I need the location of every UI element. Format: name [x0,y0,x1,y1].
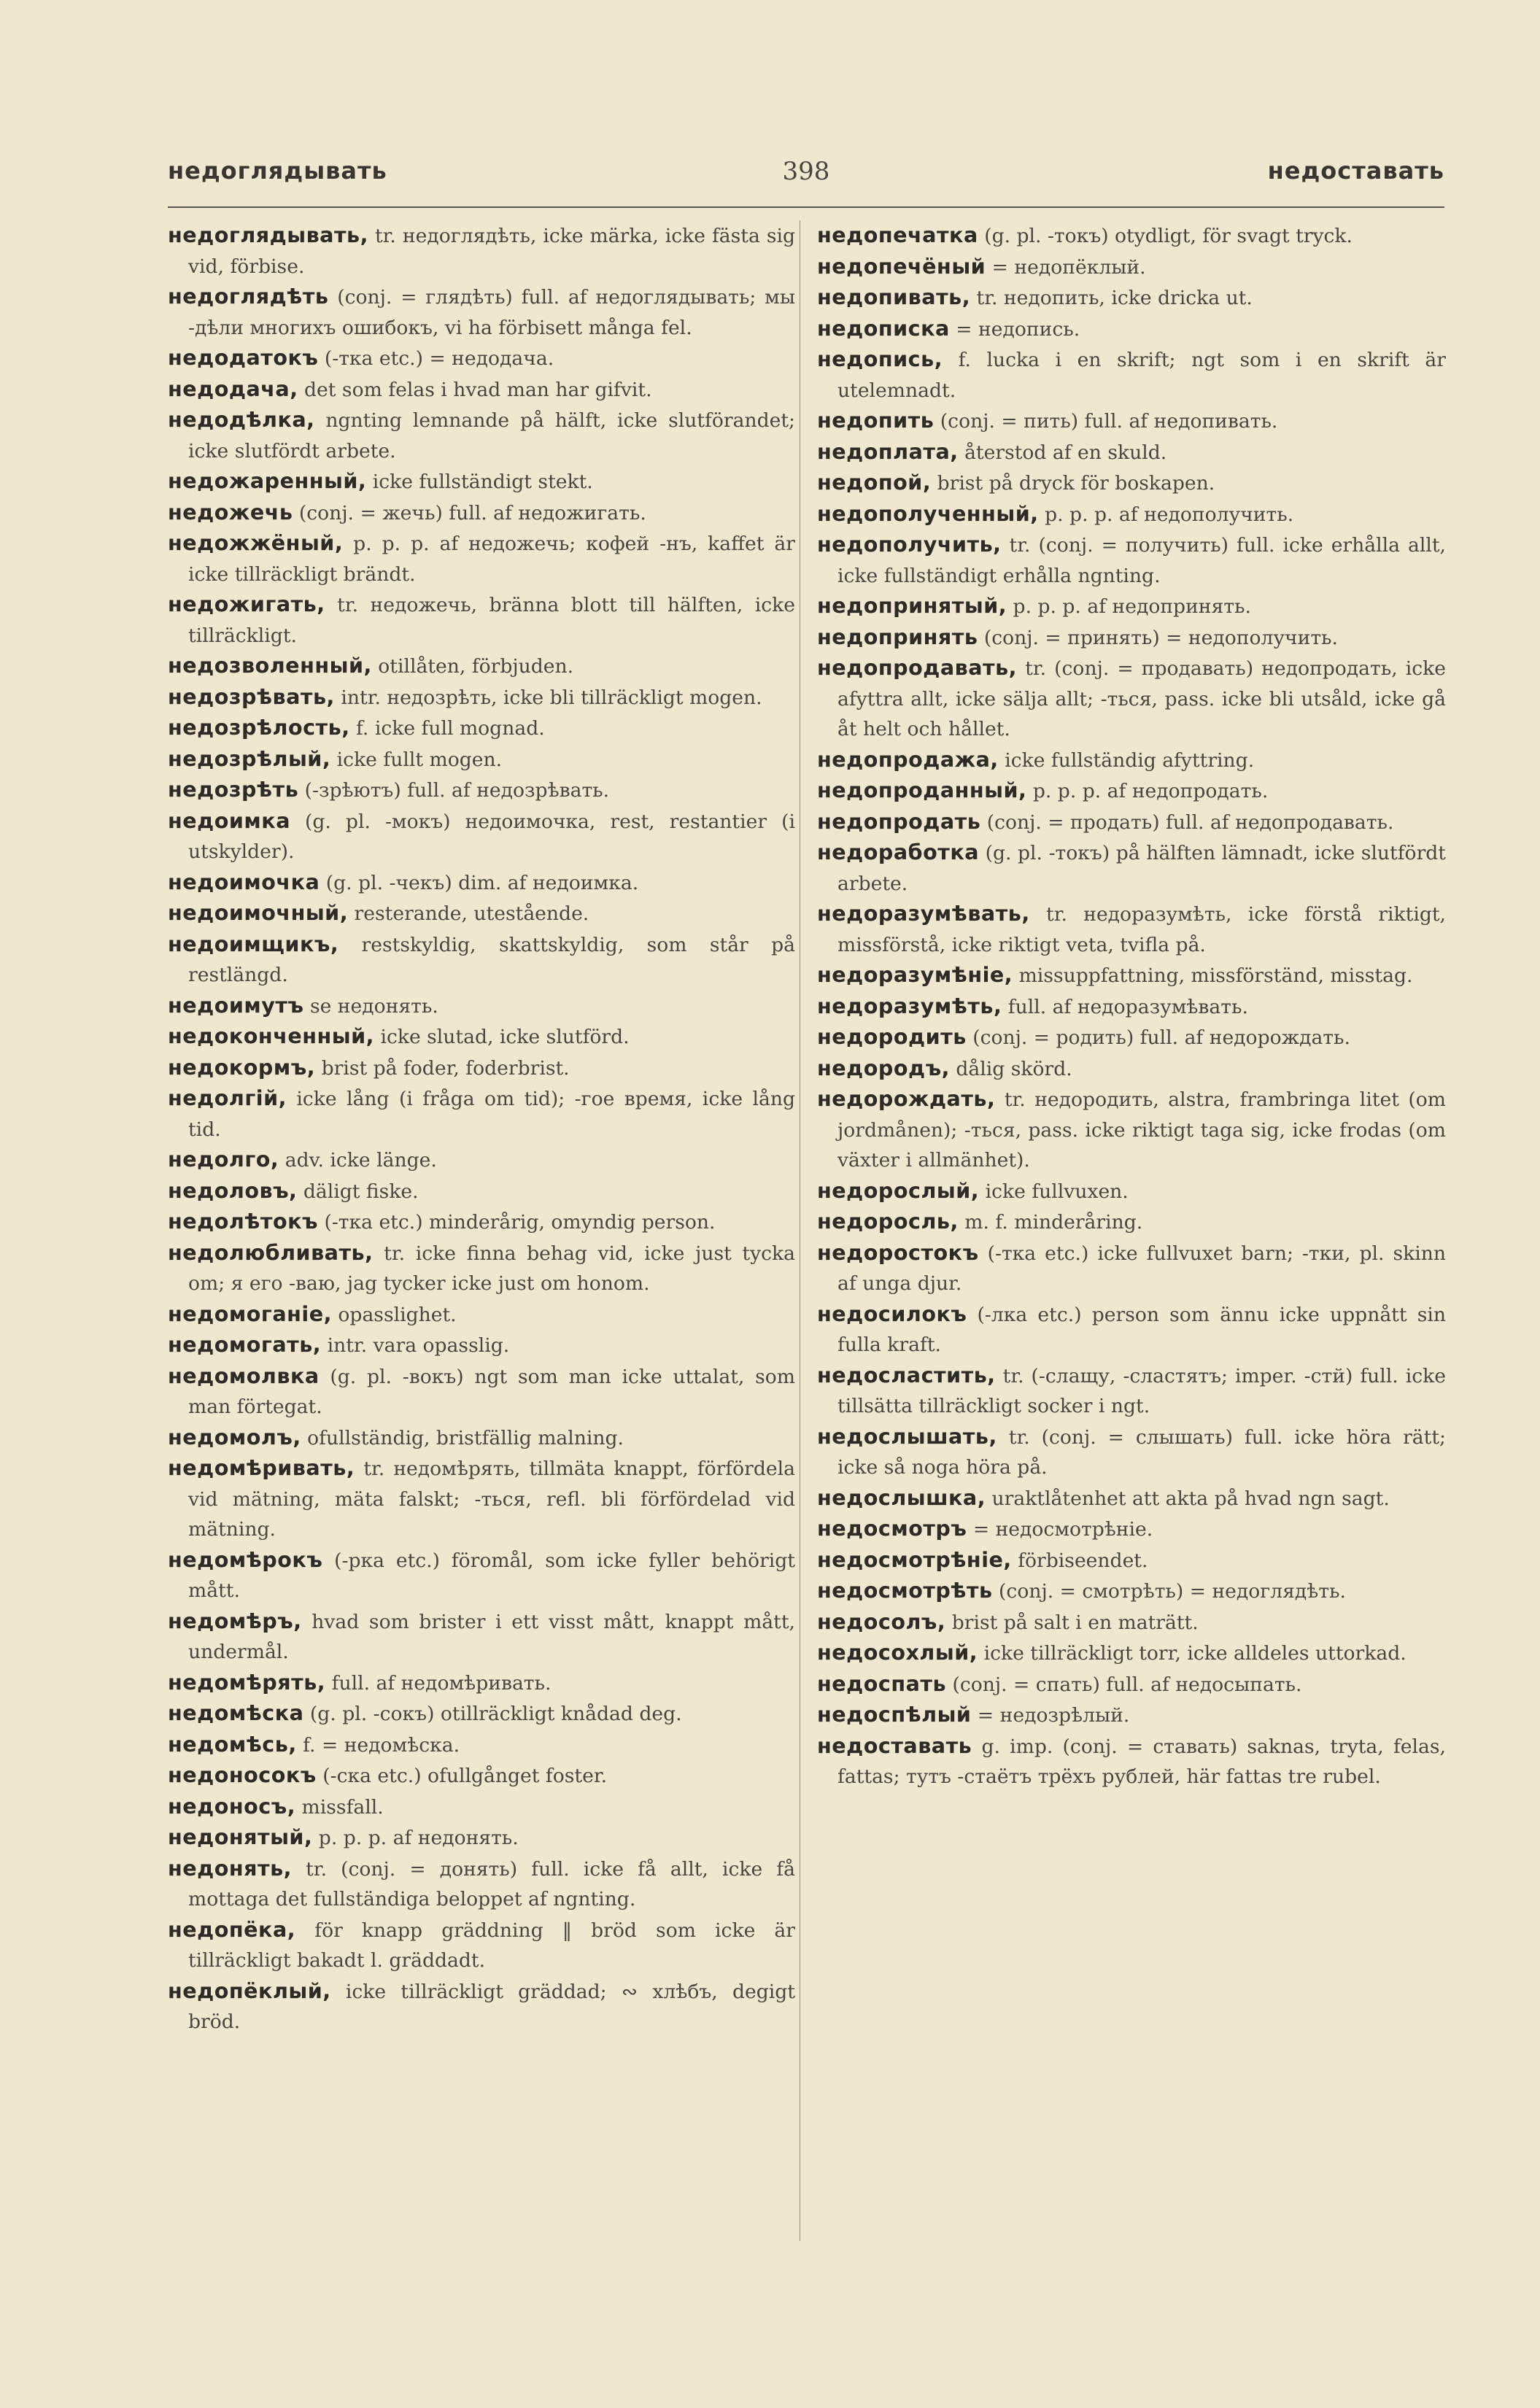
entry-definition: det som felas i hvad man har gifvit. [298,378,652,401]
entry-headword: недосмотрѣть [817,1578,993,1603]
entry-headword: недопродавать, [817,655,1018,680]
entry-headword: недозрѣлый, [168,746,331,771]
entry-definition: intr. vara opasslig. [321,1334,510,1357]
entry-headword: недопой, [817,470,932,495]
dictionary-entry [168,1698,795,1730]
entry-headword: недоносъ, [168,1793,296,1819]
entry-definition: (-рка etc.) föromål, som icke fyller behörigt mått. [188,1549,795,1602]
dictionary-entry [168,282,795,343]
entry-definition: p. p. p. af недопродать. [1026,780,1269,802]
entry-definition: p. p. p. af недопринять. [1007,595,1251,618]
dictionary-entry [817,437,1446,468]
dictionary-entry [168,744,795,775]
entry-headword: недоимочка [168,869,320,894]
entry-headword: недомоганіе, [168,1301,332,1326]
dictionary-entry [168,1606,795,1668]
dictionary-entry [817,1022,1446,1053]
dictionary-entry [817,1084,1446,1176]
entry-headword: недоростокъ [817,1239,979,1265]
entry-definition: (-зрѣютъ) full. af недозрѣвать. [298,779,610,802]
entry-headword: недоразумѣніе, [817,962,1013,987]
running-head-left: недоглядывать [168,157,387,185]
dictionary-entry [817,314,1446,345]
entry-headword: недопись, [817,347,943,371]
entry-definition: tr. (-слащу, -сластятъ; imper. -стй) full. icke tillsätta tillräckligt socker i ngt. [837,1364,1446,1417]
dictionary-entry [168,1453,795,1545]
dictionary-entry [168,898,795,929]
dictionary-entry [168,806,795,867]
left-column [168,220,795,2037]
entry-definition: = недопись. [949,317,1080,341]
dictionary-entry [817,1545,1446,1576]
entry-headword: недомѣрокъ [168,1546,323,1572]
entry-headword: недожжёный, [168,530,344,555]
entry-headword: недолго, [168,1147,279,1172]
entry-definition: full. af недоразумѣвать. [1002,995,1248,1018]
entry-headword: недопивать, [817,284,971,309]
entry-definition: däligt fiske. [297,1180,419,1203]
entry-definition: se недонять. [303,994,438,1018]
entry-headword: недозрѣлость, [168,715,350,740]
entry-definition: f. lucka i en skrift; ngt som i en skrift är utelemnadt. [837,349,1446,402]
entry-headword: недослышать, [817,1423,997,1449]
entry-headword: недоспать [817,1670,947,1696]
entry-definition: tr. (conj. = получить) full. icke erhålla allt, icke fullständigt erhålla ngnting. [837,534,1446,587]
entry-definition: (conj. = пить) full. af недопивать. [934,410,1278,433]
entry-definition: icke lång (i fråga om tid); -гое время, icke lång tid. [188,1088,795,1141]
dictionary-entry [168,1361,795,1422]
page-number: 398 [782,157,830,186]
dictionary-entry [817,1638,1446,1669]
entry-definition: tr. недомѣрять, tillmäta knappt, förfördela vid mätning, mäta falskt; -ться, refl. bli förfördelad vid mätning. [188,1457,795,1541]
dictionary-entry [168,374,795,406]
entry-headword: недосластить, [817,1362,996,1387]
dictionary-entry [817,807,1446,838]
dictionary-entry [168,682,795,713]
entry-definition: (-тка etc.) minderårig, omyndig person. [317,1211,716,1234]
dictionary-entry [817,406,1446,437]
entry-definition: (conj. = принять) = недополучить. [978,626,1338,649]
dictionary-entry [168,220,795,282]
entry-headword: недомѣска [168,1700,304,1725]
dictionary-entry [168,528,795,589]
dictionary-entry [817,252,1446,283]
entry-headword: недожигать, [168,592,325,616]
dictionary-entry [168,1792,795,1823]
dictionary-entry [817,1700,1446,1731]
entry-definition: (g. pl. -чекъ) dim. af недоимка. [320,871,639,894]
entry-headword: недоглядѣть [168,284,329,309]
entry-headword: недопечёный [817,253,986,279]
dictionary-entry [817,282,1446,314]
entry-definition: = недопёклый. [986,255,1146,279]
entry-headword: недорослый, [817,1177,980,1203]
entry-headword: недомолъ, [168,1424,301,1449]
dictionary-entry [168,1021,795,1053]
dictionary-entry [168,1760,795,1792]
dictionary-entry [817,591,1446,622]
entry-headword: недополучить, [817,532,1002,557]
dictionary-entry [817,960,1446,991]
entry-definition: brist på foder, foderbrist. [315,1056,570,1080]
dictionary-entry [817,775,1446,807]
dictionary-entry [817,837,1446,899]
entry-headword: недоимочный, [168,900,349,925]
entry-headword: недопроданный, [817,778,1027,802]
entry-headword: недоимка [168,808,290,833]
entry-headword: недоимутъ [168,992,304,1018]
entry-definition: tr. недоразумѣть, icke förstå riktigt, missförstå, icke riktigt veta, tvifla på. [837,903,1446,956]
entry-definition: = недосмотрѣніе. [967,1518,1153,1541]
dictionary-entry [168,466,795,498]
entry-headword: недоглядывать, [168,222,368,247]
entry-definition: = недозрѣлый. [971,1704,1130,1727]
dictionary-entry [817,220,1446,252]
dictionary-entry [168,867,795,899]
dictionary-entry [168,1176,795,1207]
entry-headword: недозрѣть [168,777,299,802]
entry-definition: tr. (conj. = донять) full. icke få allt, icke få mottaga det fullständiga beloppet af ngnting. [188,1857,795,1910]
dictionary-entry [817,1360,1446,1422]
entry-definition: (conj. = продать) full. af недопродавать. [980,810,1394,834]
entry-definition: p. p. p. af недополучить. [1038,503,1294,526]
entry-headword: недоносокъ [168,1762,317,1787]
dictionary-entry [817,1669,1446,1700]
entry-definition: p. p. p. af недожечь; кофей -нъ, kaffet är icke tillräckligt brändt. [188,533,795,586]
entry-headword: недопить [817,408,935,433]
entry-headword: недорождать, [817,1086,996,1111]
entry-definition: missuppfattning, missförständ, misstag. [1013,964,1413,987]
entry-definition: g. imp. (conj. = ставать) saknas, tryta, felas, fattas; тутъ -стаётъ трёхъ рублей, här fattas tre rubel. [837,1735,1446,1788]
dictionary-entry [168,651,795,682]
entry-headword: недожечь [168,499,293,524]
entry-headword: недопёка, [168,1916,296,1942]
entry-definition: (conj. = жечь) full. af недожигать. [293,501,646,524]
entry-definition: f. icke full mognad. [349,717,545,740]
dictionary-entry [817,1207,1446,1238]
entry-definition: opasslighet. [331,1303,457,1326]
dictionary-entry [168,1299,795,1331]
dictionary-entry [168,1976,795,2037]
dictionary-entry [817,1483,1446,1514]
dictionary-entry [817,653,1446,745]
dictionary-entry [817,1514,1446,1545]
entry-definition: (conj. = смотрѣть) = недоглядѣть. [992,1580,1346,1603]
entry-headword: недослышка, [817,1484,986,1510]
dictionary-entry [168,589,795,651]
entry-headword: недодатокъ [168,345,319,370]
dictionary-entry [168,1207,795,1238]
dictionary-entry [817,899,1446,960]
entry-definition: icke fullständig afyttring. [998,748,1255,772]
entry-headword: недоразумѣвать, [817,901,1030,926]
entry-headword: недонять, [168,1855,293,1881]
dictionary-entry [817,1607,1446,1638]
entry-headword: недосилокъ [817,1301,967,1326]
entry-definition: för knapp gräddning ‖ bröd som icke är tillräckligt bakadt l. gräddadt. [188,1919,795,1972]
entry-definition: (-лка etc.) person som ännu icke uppnått sin fulla kraft. [837,1303,1446,1356]
dictionary-entry [168,929,795,991]
entry-headword: недодѣлка, [168,407,315,432]
entry-headword: недоплата, [817,438,959,464]
entry-definition: icke slutad, icke slutförd. [374,1026,630,1048]
dictionary-entry [168,1145,795,1176]
entry-headword: недопечатка [817,222,978,247]
entry-headword: недонятый, [168,1824,313,1849]
entry-headword: недодача, [168,376,298,401]
entry-headword: недоросль, [817,1209,959,1234]
entry-definition: (conj. = родить) full. af недорождать. [966,1026,1350,1049]
entry-headword: недосохлый, [817,1640,978,1665]
entry-headword: недородъ, [817,1055,950,1080]
running-head-right: недоставать [1267,157,1444,185]
dictionary-entry [817,499,1446,530]
entry-headword: недолюбливать, [168,1239,374,1265]
dictionary-entry [168,498,795,529]
entry-definition: hvad som brister i ett visst mått, knappt mått, undermål. [188,1610,795,1663]
dictionary-entry [168,991,795,1022]
entry-definition: icke tillräckligt torr, icke alldeles uttorkad. [978,1642,1406,1665]
dictionary-entry [168,1668,795,1699]
dictionary-entry [817,1576,1446,1607]
entry-definition: otillåten, förbjuden. [371,655,574,678]
dictionary-entry [168,1053,795,1084]
entry-definition: (conj. = глядѣть) full. af недоглядывать; мы -дѣли многихъ ошибокъ, vi ha förbisett många fel. [188,286,795,339]
dictionary-entry [817,1422,1446,1483]
entry-definition: restskyldig, skattskyldig, som står på restlängd. [188,933,795,986]
entry-headword: недолѣтокъ [168,1209,318,1234]
entry-headword: недопринятый, [817,593,1007,618]
entry-headword: недопёклый, [168,1978,331,2003]
entry-definition: f. = недомѣска. [296,1733,460,1757]
entry-headword: недопринять [817,624,978,649]
dictionary-entry [168,775,795,806]
dictionary-entry [168,1822,795,1854]
entry-definition: (g. pl. -токъ) på hälften lämnadt, icke slutfördt arbete. [837,842,1446,895]
entry-headword: недозволенный, [168,653,372,678]
entry-definition: brist på dryck för boskapen. [931,472,1215,495]
entry-headword: недомолвка [168,1363,320,1388]
header-rule [168,206,1444,208]
entry-definition: (-тка etc.) icke fullvuxet barn; -тки, pl. skinn af unga djur. [837,1242,1446,1295]
dictionary-entry [168,1238,795,1299]
entry-definition: tr. (conj. = продавать) недопродать, icke afyttra allt, icke sälja allt; -ться, pass. icke bli utsåld, icke gå åt helt och hållet. [837,657,1446,740]
entry-headword: недосмотрѣніе, [817,1546,1012,1572]
dictionary-entry [817,1053,1446,1085]
dictionary-entry [817,1176,1446,1207]
entry-definition: p. p. p. af недонять. [312,1827,519,1849]
entry-definition: (g. pl. -мокъ) недоимочка, rest, restantier (i utskylder). [188,810,795,863]
dictionary-entry [168,1854,795,1915]
dictionary-entry [817,991,1446,1023]
entry-headword: недолгій, [168,1085,287,1110]
entry-definition: brist på salt i en maträtt. [945,1611,1199,1634]
dictionary-entry [817,530,1446,591]
entry-headword: недоставать [817,1733,972,1758]
entry-headword: недопродать [817,808,981,834]
entry-headword: недосмотръ [817,1516,967,1541]
entry-headword: недоразумѣть, [817,993,1002,1018]
dictionary-entry [168,405,795,466]
entry-headword: недомогать, [168,1332,322,1357]
entry-definition: missfall. [295,1795,384,1819]
dictionary-entry [817,1238,1446,1299]
entry-headword: недожаренный, [168,468,367,493]
dictionary-entry [168,1545,795,1606]
dictionary-entry [817,468,1446,499]
dictionary-entry [168,1915,795,1976]
entry-definition: icke fullvuxen. [979,1180,1129,1203]
entry-headword: недоимщикъ, [168,931,339,956]
entry-headword: недородить [817,1024,967,1049]
entry-definition: uraktlåtenhet att akta på hvad ngn sagt. [986,1487,1390,1510]
dictionary-entry [168,343,795,374]
entry-definition: (g. pl. -вокъ) ngt som man icke uttalat, som man förtegat. [188,1365,795,1418]
dictionary-entry [817,344,1446,406]
entry-definition: full. af недомѣривать. [325,1671,552,1695]
entry-definition: tr. (conj. = слышать) full. icke höra rätt; icke så noga höra på. [837,1425,1446,1479]
entry-definition: icke tillräckligt gräddad; ∾ хлѣбъ, degigt bröd. [188,1980,795,2033]
entry-definition: (-ска etc.) ofullgånget foster. [316,1765,608,1787]
entry-headword: недомѣсь, [168,1731,297,1757]
dictionary-entry [817,1299,1446,1360]
entry-definition: förbiseendet. [1011,1549,1148,1572]
entry-definition: intr. недозрѣть, icke bli tillräckligt mogen. [334,686,762,709]
entry-definition: tr. недородить, alstra, frambringa litet (om jordmånen); -ться, pass. icke riktigt taga sig, icke frodas (om växter i allmänhet). [837,1088,1446,1172]
dictionary-entry [817,1731,1446,1792]
entry-definition: m. f. minderåring. [958,1211,1143,1234]
entry-definition: tr. недоглядѣть, icke märka, icke fästa sig vid, förbise. [188,225,795,278]
dictionary-entry [817,745,1446,776]
entry-definition: tr. недопить, icke dricka ut. [970,287,1253,309]
entry-headword: недоспѣлый [817,1702,972,1727]
right-column [817,220,1446,1792]
entry-definition: (conj. = спать) full. af недосыпать. [946,1673,1302,1696]
entry-definition: ofullständig, bristfällig malning. [301,1426,624,1449]
entry-headword: недоловъ, [168,1177,298,1203]
entry-definition: ngnting lemnande på hälft, icke slutförandet; icke slutfördt arbete. [188,409,795,462]
dictionary-entry [168,1422,795,1454]
entry-headword: недоконченный, [168,1023,374,1048]
entry-headword: недосолъ, [817,1608,946,1634]
entry-definition: dålig skörd. [949,1057,1072,1080]
dictionary-entry [817,622,1446,654]
entry-definition: (-тка etc.) = недодача. [318,347,554,370]
entry-headword: недополученный, [817,500,1039,526]
entry-headword: недописка [817,315,950,341]
page-header [168,157,1444,201]
entry-definition: icke fullt mogen. [330,748,503,771]
entry-headword: недопродажа, [817,746,999,772]
entry-headword: недомѣривать, [168,1455,355,1480]
entry-definition: tr. недожечь, bränna blott till hälften, icke tillräckligt. [188,594,795,647]
entry-headword: недоработка [817,840,980,864]
dictionary-entry [168,713,795,744]
dictionary-entry [168,1730,795,1761]
dictionary-entry [168,1330,795,1361]
entry-definition: adv. icke länge. [279,1149,437,1172]
entry-definition: (g. pl. -токъ) otydligt, för svagt tryck. [978,225,1353,247]
entry-headword: недомѣръ, [168,1608,302,1633]
entry-definition: resterande, utestående. [348,902,589,925]
entry-headword: недозрѣвать, [168,684,335,709]
entry-definition: icke fullständigt stekt. [366,471,593,493]
dictionary-entry [168,1083,795,1145]
entry-headword: недомѣрять, [168,1669,326,1695]
entry-definition: tr. icke finna behag vid, icke just tycka om; я его -ваю, jag tycker icke just om honom. [188,1242,795,1295]
entry-definition: återstod af en skuld. [958,441,1167,464]
entry-definition: (g. pl. -сокъ) otillräckligt knådad deg. [303,1703,682,1725]
entry-headword: недокормъ, [168,1054,316,1080]
